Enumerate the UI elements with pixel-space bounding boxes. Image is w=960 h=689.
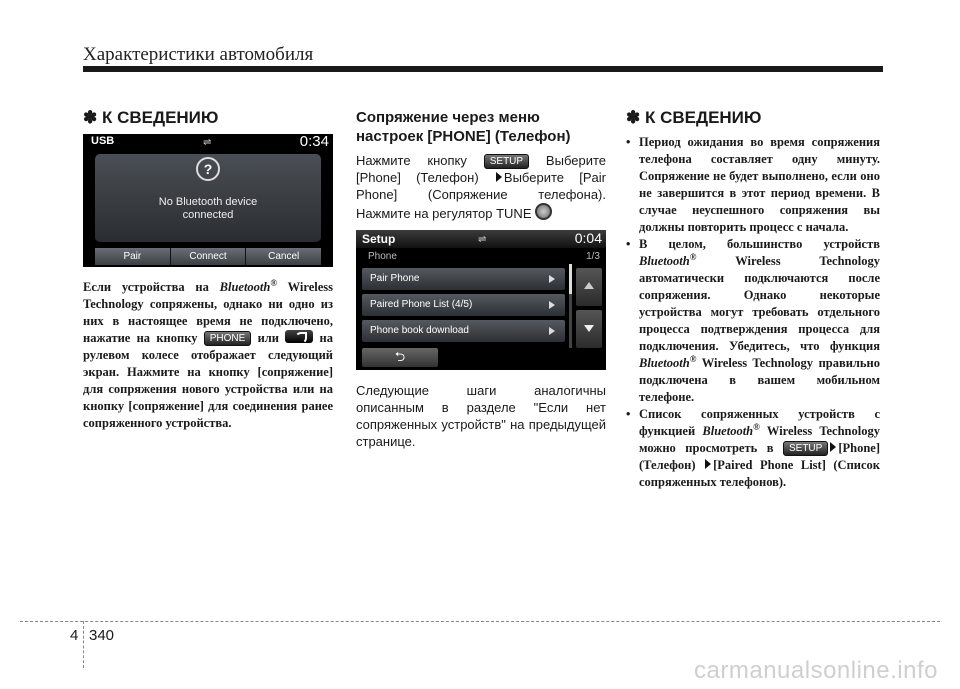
connect-button[interactable]: Connect [171, 248, 247, 265]
page-header-title: Характеристики автомобиля [83, 44, 314, 65]
chevron-right-icon [549, 327, 555, 335]
usb-icon: ⇌ [478, 234, 487, 245]
note-heading: ✽ К СВЕДЕНИЮ [626, 108, 762, 127]
scroll-up-button[interactable] [576, 268, 602, 306]
screen-subtitle: Phone [368, 251, 397, 262]
tune-knob-icon [535, 203, 552, 220]
col2-followup: Следующие шаги аналогичны описанным в разделе "Если нет сопряженных устройств" на предыдущей странице. [356, 383, 606, 449]
menu-item-pair-phone[interactable]: Pair Phone [362, 268, 565, 290]
screen-source-label: USB [91, 135, 115, 147]
phone-key-icon: PHONE [204, 331, 252, 346]
scroll-down-button[interactable] [576, 310, 602, 348]
note-item: • В целом, большинство устройств Bluetooth® Wireless Technology автоматически подключаются после сопряжения. Однако некоторые устройства могут требовать отдельного процесса подтверждения процесса для подключения. Убедитесь, что функция Bluetooth® Wireless Technology правильно подключена в вашем мобильном телефоне. [626, 236, 880, 406]
note-heading: ✽ К СВЕДЕНИЮ [83, 108, 219, 127]
pair-button[interactable]: Pair [95, 248, 171, 265]
watermark: carmanualsonline.info [694, 657, 938, 684]
menu-item-phonebook-download[interactable]: Phone book download [362, 320, 565, 342]
scrollbar-thumb[interactable] [569, 264, 572, 294]
setup-phone-screen [356, 230, 606, 370]
question-icon: ? [196, 157, 220, 181]
arrow-right-icon [705, 459, 711, 469]
dialog-message: No Bluetooth device connected [158, 196, 258, 221]
chevron-right-icon [549, 275, 555, 283]
screen-title: Setup [362, 232, 396, 246]
menu-item-paired-list[interactable]: Paired Phone List (4/5) [362, 294, 565, 316]
chapter-number: 4 [70, 627, 79, 644]
column-left [83, 108, 333, 432]
no-device-screen [83, 134, 333, 267]
header-rule [83, 66, 883, 72]
cancel-button[interactable]: Cancel [246, 248, 321, 265]
dialog-panel [95, 154, 321, 242]
col2-instructions: Нажмите кнопку SETUP Выберите [Phone] (Телефон) Выберите [Pair Phone] (Сопряжение телефона). Нажмите на регулятор TUNE [356, 153, 607, 221]
screen-clock: 0:04 [574, 230, 602, 246]
col1-paragraph: Если устройства на Bluetooth® Wireless Technology сопряжены, однако ни одно из них в настоящее время не подключено, нажатие на кнопку PHONE или на рулевом колесе отображает следующий экран. Нажмите на кнопку [сопряжение] для сопряжения нового устройства или на кнопку [сопряжение] для соединения ранее сопряженного устройства. [83, 277, 334, 430]
note-item: • Период ожидания во время сопряжения телефона составляет одну минуту. Сопряжение не будет выполнено, если оно не завершится в этот период времени. В случае неуспешного сопряжения вы должны повторить процесс с начала. [626, 134, 880, 236]
back-button[interactable]: ⮌ [362, 348, 438, 367]
usb-icon: ⇌ [203, 137, 212, 148]
setup-key-icon: SETUP [783, 441, 828, 456]
steering-call-icon [285, 330, 313, 343]
note-item: • Список сопряженных устройств с функцией Bluetooth® Wireless Technology можно просмотреть в SETUP [Phone] (Телефон) [Paired Phone List] (Список сопряженных телефонов). [626, 406, 880, 491]
section-heading: Сопряжение через меню настроек [PHONE] (Телефон) [356, 109, 571, 145]
screen-clock: 0:34 [299, 133, 329, 150]
arrow-right-icon [830, 442, 836, 452]
column-middle [356, 108, 606, 450]
page-indicator: 1/3 [586, 251, 600, 262]
page-number: 340 [89, 627, 115, 644]
chevron-right-icon [549, 301, 555, 309]
setup-key-icon: SETUP [484, 154, 529, 169]
column-right [626, 108, 880, 491]
arrow-right-icon [496, 172, 502, 182]
footer-rule [20, 621, 940, 622]
footer-divider [83, 621, 84, 668]
